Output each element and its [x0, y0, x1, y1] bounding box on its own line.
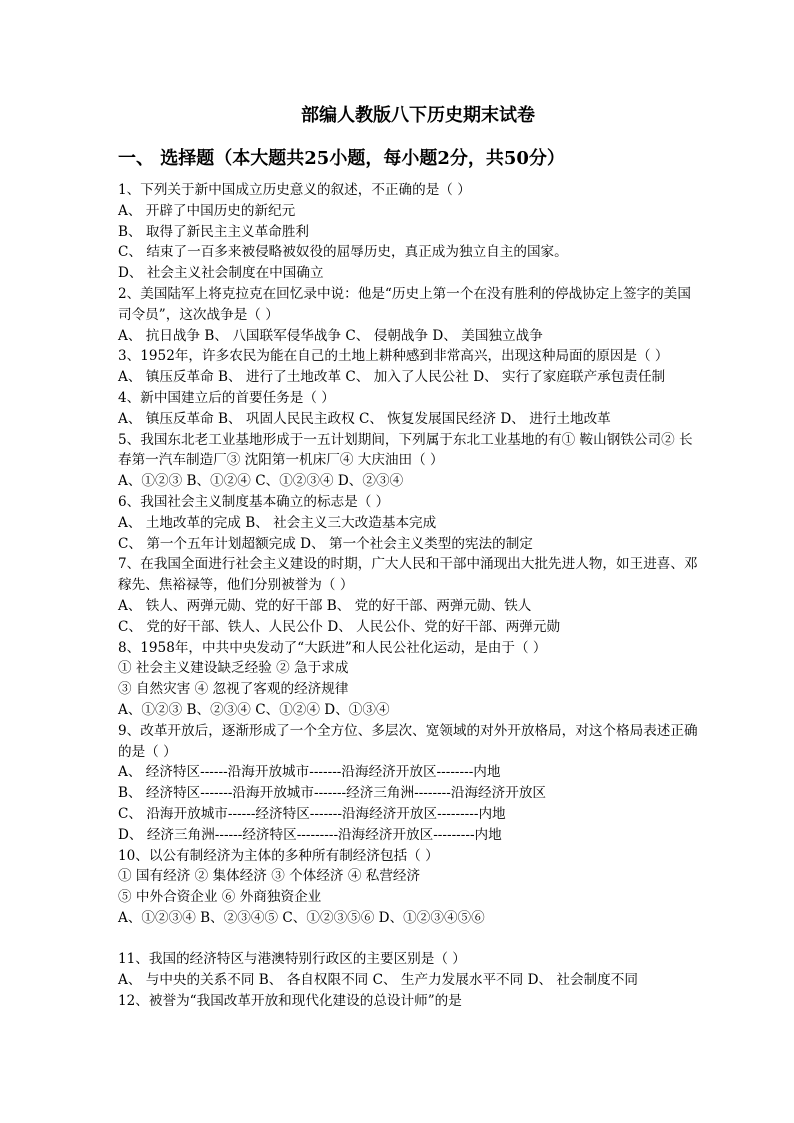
text-line: C、 党的好干部、铁人、人民公仆 D、 人民公仆、党的好干部、两弹元勋	[118, 618, 561, 635]
text-line: D、 社会主义社会制度在中国确立	[118, 265, 324, 282]
text-line: ③ 自然灾害 ④ 忽视了客观的经济规律	[118, 681, 349, 698]
text-line: 4、新中国建立后的首要任务是（ ）	[118, 389, 335, 406]
text-line: A、 镇压反革命 B、 进行了土地改革 C、 加入了人民公社 D、 实行了家庭联产承包责任制	[118, 369, 666, 386]
text-line: A、 铁人、两弹元勋、党的好干部 B、 党的好干部、两弹元勋、铁人	[118, 597, 532, 614]
text-line: 7、在我国全面进行社会主义建设的时期，广大人民和干部中涌现出大批先进人物，如王进喜、邓	[118, 556, 698, 573]
text-line: B、 经济特区-------沿海开放城市-------经济三角洲--------沿海经济开放区	[118, 785, 547, 802]
text-line: ① 国有经济 ② 集体经济 ③ 个体经济 ④ 私营经济	[118, 868, 421, 885]
text-line: A、 抗日战争 B、 八国联军侵华战争 C、 侵朝战争 D、 美国独立战争	[118, 327, 543, 344]
text-line: A、 经济特区------沿海开放城市-------沿海经济开放区--------内地	[118, 764, 501, 781]
text-line: A、①②③ B、②③④ C、①②④ D、①③④	[118, 701, 390, 718]
text-line: 稼先、焦裕禄等，他们分别被誉为（ ）	[118, 577, 354, 594]
text-line: D、 经济三角洲------经济特区---------沿海经济开放区---------内地	[118, 826, 502, 843]
text-line: 5、我国东北老工业基地形成于一五计划期间，下列属于东北工业基地的有① 鞍山钢铁公司② 长	[118, 431, 693, 448]
text-line: C、 结束了一百多来被侵略被奴役的屈辱历史，真正成为独立自主的国家。	[118, 244, 568, 261]
text-line: 11、我国的经济特区与港澳特别行政区的主要区别是（ ）	[118, 951, 466, 968]
text-line: 3、1952年，许多农民为能在自己的土地上耕种感到非常高兴，出现这种局面的原因是（ ）	[118, 348, 669, 365]
text-line: C、 第一个五年计划超额完成 D、 第一个社会主义类型的宪法的制定	[118, 535, 533, 552]
text-line: 10、以公有制经济为主体的多种所有制经济包括（ ）	[118, 847, 439, 864]
text-line: C、 沿海开放城市------经济特区-------沿海经济开放区---------内地	[118, 805, 506, 822]
text-line	[118, 929, 716, 950]
text-line: 司令员”，这次战争是（ ）	[118, 306, 279, 323]
text-line: 2、美国陆军上将克拉克在回忆录中说：他是“历史上第一个在没有胜利的停战协定上签字的美国	[118, 285, 691, 302]
text-line: A、 与中央的关系不同 B、 各自权限不同 C、 生产力发展水平不同 D、 社会制度不同	[118, 972, 638, 989]
text-line: 8、1958年，中共中央发动了“大跃进”和人民公社化运动，是由于（ ）	[118, 639, 547, 656]
text-line: ① 社会主义建设缺乏经验 ② 急于求成	[118, 660, 349, 677]
text-line: A、 开辟了中国历史的新纪元	[118, 202, 296, 219]
text-line: B、 取得了新民主主义革命胜利	[118, 223, 310, 240]
section-heading: 一、 选择题（本大题共25小题，每小题2分，共50分）	[118, 148, 565, 169]
text-line: ⑤ 中外合资企业 ⑥ 外商独资企业	[118, 889, 322, 906]
text-line: A、①②③ B、①②④ C、①②③④ D、②③④	[118, 473, 404, 490]
text-line: A、①②③④ B、②③④⑤ C、①②③⑤⑥ D、①②③④⑤⑥	[118, 909, 485, 926]
text-line: A、 土地改革的完成 B、 社会主义三大改造基本完成	[118, 514, 437, 531]
text-line: 的是（ ）	[118, 743, 177, 760]
text-line: 6、我国社会主义制度基本确立的标志是（ ）	[118, 493, 390, 510]
exam-title: 部编人教版八下历史期末试卷	[301, 105, 535, 126]
text-line: 9、改革开放后，逐渐形成了一个全方位、多层次、宽领域的对外开放格局，对这个格局表述正确	[118, 722, 698, 739]
text-line: 12、被誉为“我国改革开放和现代化建设的总设计师”的是	[118, 993, 462, 1010]
text-line: A、 镇压反革命 B、 巩固人民民主政权 C、 恢复发展国民经济 D、 进行土地改革	[118, 410, 611, 427]
question-body	[118, 180, 716, 1012]
text-line: 1、下列关于新中国成立历史意义的叙述，不正确的是（ ）	[118, 182, 471, 198]
text-line: 春第一汽车制造厂③ 沈阳第一机床厂④ 大庆油田（ ）	[118, 452, 444, 469]
